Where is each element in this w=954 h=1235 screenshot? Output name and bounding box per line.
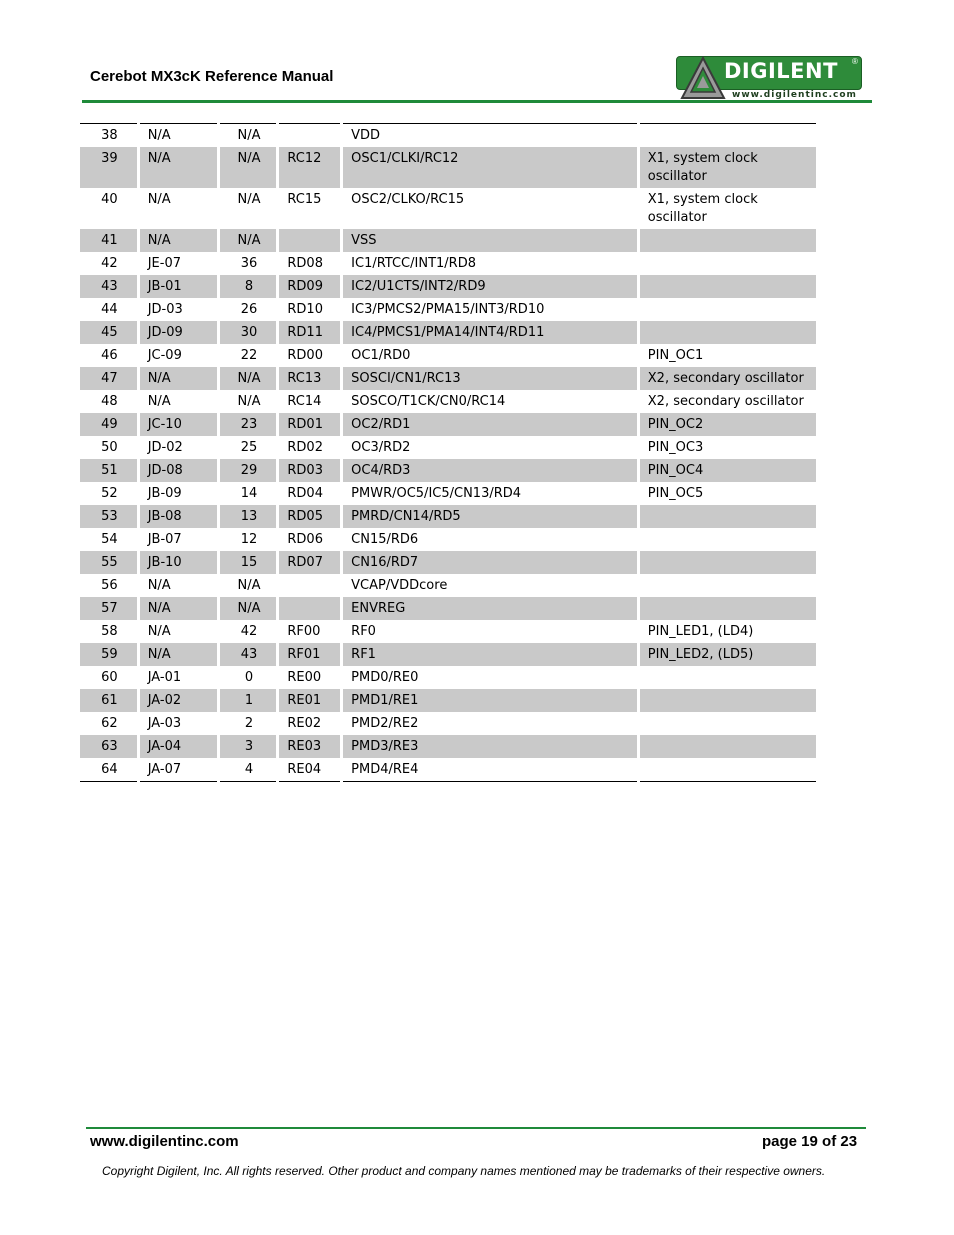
table-row bbox=[80, 229, 816, 252]
cell-chipkit-pin: 26 bbox=[218, 298, 278, 321]
table-row bbox=[80, 188, 816, 229]
table-row bbox=[80, 459, 816, 482]
cell-notes bbox=[638, 528, 816, 551]
cell-connector-pin: JA-04 bbox=[138, 735, 218, 758]
cell-notes: X2, secondary oscillator bbox=[638, 390, 816, 413]
cell-port-bit: RD04 bbox=[278, 482, 342, 505]
cell-port-bit: RD02 bbox=[278, 436, 342, 459]
table-row bbox=[80, 689, 816, 712]
cell-notes: PIN_OC4 bbox=[638, 459, 816, 482]
cell-port-bit: RF01 bbox=[278, 643, 342, 666]
cell-connector-pin: JB-10 bbox=[138, 551, 218, 574]
cell-chipkit-pin: 22 bbox=[218, 344, 278, 367]
cell-port-bit: RC13 bbox=[278, 367, 342, 390]
cell-connector-pin: N/A bbox=[138, 147, 218, 188]
cell-signal-name: PMWR/OC5/IC5/CN13/RD4 bbox=[342, 482, 639, 505]
cell-pin-number: 64 bbox=[101, 762, 118, 777]
cell-chipkit-pin: 0 bbox=[218, 666, 278, 689]
cell-connector-pin: JD-08 bbox=[138, 459, 218, 482]
cell-port-bit: RC14 bbox=[278, 390, 342, 413]
cell-pin-number: 57 bbox=[80, 597, 138, 620]
cell-chipkit-pin: 23 bbox=[218, 413, 278, 436]
cell-port-bit: RD00 bbox=[278, 344, 342, 367]
table-row bbox=[80, 666, 816, 689]
cell-signal-name: RF1 bbox=[342, 643, 639, 666]
cell-connector-pin: N/A bbox=[138, 574, 218, 597]
cell-port-bit bbox=[278, 574, 342, 597]
cell-chipkit-pin: 8 bbox=[218, 275, 278, 298]
cell-port-bit bbox=[278, 124, 342, 148]
table-row bbox=[80, 643, 816, 666]
cell-chipkit-pin: 25 bbox=[218, 436, 278, 459]
table-row bbox=[80, 275, 816, 298]
cell-port-bit: RD10 bbox=[278, 298, 342, 321]
table-row bbox=[80, 597, 816, 620]
cell-pin-number: 38 bbox=[101, 128, 118, 143]
cell-notes bbox=[638, 735, 816, 758]
cell-pin-number: 46 bbox=[101, 348, 118, 363]
cell-signal-name: IC1/RTCC/INT1/RD8 bbox=[342, 252, 639, 275]
cell-chipkit-pin: 42 bbox=[218, 620, 278, 643]
cell-signal-name: VCAP/VDDcore bbox=[342, 574, 639, 597]
cell-pin-number: 40 bbox=[101, 192, 118, 207]
table-row bbox=[80, 528, 816, 551]
cell-port-bit: RD01 bbox=[278, 413, 342, 436]
cell-chipkit-pin: 30 bbox=[218, 321, 278, 344]
cell-pin-number: 41 bbox=[80, 229, 138, 252]
cell-signal-name: CN16/RD7 bbox=[342, 551, 639, 574]
cell-signal-name: OSC1/CLKI/RC12 bbox=[342, 147, 639, 188]
cell-notes bbox=[638, 505, 816, 528]
table-row bbox=[80, 574, 816, 597]
cell-signal-name: PMD3/RE3 bbox=[342, 735, 639, 758]
cell-connector-pin: JC-10 bbox=[138, 413, 218, 436]
cell-pin-number: 53 bbox=[80, 505, 138, 528]
cell-port-bit: RE01 bbox=[278, 689, 342, 712]
cell-pin-number: 62 bbox=[101, 716, 118, 731]
pin-table-body bbox=[80, 124, 816, 782]
cell-connector-pin: N/A bbox=[138, 367, 218, 390]
cell-pin-number: 59 bbox=[80, 643, 138, 666]
cell-port-bit: RD05 bbox=[278, 505, 342, 528]
cell-chipkit-pin: 36 bbox=[218, 252, 278, 275]
cell-pin-number: 61 bbox=[80, 689, 138, 712]
cell-signal-name: SOSCO/T1CK/CN0/RC14 bbox=[342, 390, 639, 413]
cell-pin-number: 52 bbox=[101, 486, 118, 501]
cell-chipkit-pin: N/A bbox=[218, 124, 278, 148]
cell-connector-pin: JD-02 bbox=[138, 436, 218, 459]
cell-port-bit: RE02 bbox=[278, 712, 342, 735]
table-row bbox=[80, 344, 816, 367]
cell-connector-pin: JB-08 bbox=[138, 505, 218, 528]
cell-pin-number: 55 bbox=[80, 551, 138, 574]
cell-notes: PIN_OC3 bbox=[638, 436, 816, 459]
cell-port-bit: RD11 bbox=[278, 321, 342, 344]
cell-chipkit-pin: 1 bbox=[218, 689, 278, 712]
logo-text: DIGILENT bbox=[724, 59, 838, 83]
cell-connector-pin: JD-03 bbox=[138, 298, 218, 321]
cell-chipkit-pin: 3 bbox=[218, 735, 278, 758]
cell-chipkit-pin: N/A bbox=[218, 147, 278, 188]
table-row bbox=[80, 252, 816, 275]
cell-signal-name: PMD1/RE1 bbox=[342, 689, 639, 712]
cell-signal-name: IC3/PMCS2/PMA15/INT3/RD10 bbox=[342, 298, 639, 321]
cell-signal-name: VSS bbox=[342, 229, 639, 252]
table-row bbox=[80, 482, 816, 505]
cell-notes bbox=[638, 712, 816, 735]
logo-triangle-icon bbox=[680, 56, 726, 100]
cell-notes: PIN_LED1, (LD4) bbox=[638, 620, 816, 643]
table-row bbox=[80, 390, 816, 413]
cell-port-bit: RE04 bbox=[278, 758, 342, 782]
cell-chipkit-pin: 13 bbox=[218, 505, 278, 528]
cell-chipkit-pin: 14 bbox=[218, 482, 278, 505]
cell-signal-name: VDD bbox=[342, 124, 639, 148]
cell-notes: PIN_OC5 bbox=[638, 482, 816, 505]
table-row bbox=[80, 505, 816, 528]
cell-signal-name: IC4/PMCS1/PMA14/INT4/RD11 bbox=[342, 321, 639, 344]
cell-notes bbox=[638, 321, 816, 344]
cell-port-bit bbox=[278, 229, 342, 252]
cell-signal-name: RF0 bbox=[342, 620, 639, 643]
cell-notes bbox=[638, 689, 816, 712]
cell-signal-name: SOSCI/CN1/RC13 bbox=[342, 367, 639, 390]
cell-pin-number: 50 bbox=[101, 440, 118, 455]
cell-pin-number: 42 bbox=[101, 256, 118, 271]
cell-chipkit-pin: N/A bbox=[218, 188, 278, 229]
cell-notes: X1, system clock oscillator bbox=[638, 188, 816, 229]
cell-connector-pin: JC-09 bbox=[138, 344, 218, 367]
cell-notes bbox=[638, 666, 816, 689]
cell-signal-name: ENVREG bbox=[342, 597, 639, 620]
cell-pin-number: 54 bbox=[101, 532, 118, 547]
footer-url: www.digilentinc.com bbox=[90, 1133, 239, 1150]
table-row bbox=[80, 551, 816, 574]
cell-connector-pin: JA-01 bbox=[138, 666, 218, 689]
page-number: page 19 of 23 bbox=[762, 1133, 858, 1150]
cell-notes bbox=[638, 551, 816, 574]
cell-pin-number: 63 bbox=[80, 735, 138, 758]
cell-port-bit: RD08 bbox=[278, 252, 342, 275]
cell-pin-number: 43 bbox=[80, 275, 138, 298]
cell-chipkit-pin: 2 bbox=[218, 712, 278, 735]
cell-chipkit-pin: 4 bbox=[218, 758, 278, 782]
cell-connector-pin: N/A bbox=[138, 390, 218, 413]
table-row bbox=[80, 124, 816, 148]
cell-pin-number: 49 bbox=[80, 413, 138, 436]
cell-port-bit: RE03 bbox=[278, 735, 342, 758]
table-row bbox=[80, 735, 816, 758]
cell-signal-name: OC1/RD0 bbox=[342, 344, 639, 367]
cell-connector-pin: N/A bbox=[138, 620, 218, 643]
cell-connector-pin: N/A bbox=[138, 188, 218, 229]
cell-connector-pin: N/A bbox=[138, 597, 218, 620]
cell-port-bit: RC12 bbox=[278, 147, 342, 188]
copyright-notice: Copyright Digilent, Inc. All rights reserved. Other product and company names mentioned may be trademarks of their respective owners. bbox=[102, 1164, 826, 1178]
cell-pin-number: 51 bbox=[80, 459, 138, 482]
cell-notes: PIN_OC1 bbox=[638, 344, 816, 367]
digilent-logo bbox=[676, 56, 864, 102]
table-row bbox=[80, 620, 816, 643]
cell-signal-name: PMD4/RE4 bbox=[342, 758, 639, 782]
cell-pin-number: 58 bbox=[101, 624, 118, 639]
cell-notes: PIN_LED2, (LD5) bbox=[638, 643, 816, 666]
footer-divider bbox=[86, 1127, 866, 1129]
table-row bbox=[80, 147, 816, 188]
cell-port-bit bbox=[278, 597, 342, 620]
cell-chipkit-pin: N/A bbox=[218, 597, 278, 620]
cell-connector-pin: JB-01 bbox=[138, 275, 218, 298]
table-row bbox=[80, 413, 816, 436]
cell-port-bit: RD03 bbox=[278, 459, 342, 482]
table-row bbox=[80, 321, 816, 344]
cell-port-bit: RD06 bbox=[278, 528, 342, 551]
cell-connector-pin: JB-09 bbox=[138, 482, 218, 505]
cell-signal-name: PMD2/RE2 bbox=[342, 712, 639, 735]
cell-signal-name: OC4/RD3 bbox=[342, 459, 639, 482]
cell-notes bbox=[638, 758, 816, 782]
cell-signal-name: PMRD/CN14/RD5 bbox=[342, 505, 639, 528]
cell-chipkit-pin: 12 bbox=[218, 528, 278, 551]
cell-port-bit: RE00 bbox=[278, 666, 342, 689]
cell-signal-name: OSC2/CLKO/RC15 bbox=[342, 188, 639, 229]
cell-notes bbox=[638, 597, 816, 620]
cell-signal-name: CN15/RD6 bbox=[342, 528, 639, 551]
cell-notes: X2, secondary oscillator bbox=[638, 367, 816, 390]
cell-chipkit-pin: 15 bbox=[218, 551, 278, 574]
cell-connector-pin: JB-07 bbox=[138, 528, 218, 551]
cell-notes bbox=[638, 229, 816, 252]
cell-port-bit: RD09 bbox=[278, 275, 342, 298]
cell-chipkit-pin: N/A bbox=[218, 574, 278, 597]
cell-pin-number: 56 bbox=[101, 578, 118, 593]
cell-notes: PIN_OC2 bbox=[638, 413, 816, 436]
cell-signal-name: IC2/U1CTS/INT2/RD9 bbox=[342, 275, 639, 298]
cell-notes bbox=[638, 574, 816, 597]
cell-notes bbox=[638, 252, 816, 275]
cell-connector-pin: JD-09 bbox=[138, 321, 218, 344]
cell-port-bit: RD07 bbox=[278, 551, 342, 574]
cell-connector-pin: JE-07 bbox=[138, 252, 218, 275]
cell-port-bit: RF00 bbox=[278, 620, 342, 643]
header-divider bbox=[82, 100, 872, 103]
page-title: Cerebot MX3cK Reference Manual bbox=[90, 68, 334, 85]
cell-port-bit: RC15 bbox=[278, 188, 342, 229]
cell-connector-pin: JA-03 bbox=[138, 712, 218, 735]
cell-chipkit-pin: N/A bbox=[218, 367, 278, 390]
pin-table bbox=[80, 123, 816, 782]
cell-pin-number: 48 bbox=[101, 394, 118, 409]
cell-connector-pin: JA-02 bbox=[138, 689, 218, 712]
logo-url: www.digilentinc.com bbox=[732, 90, 857, 100]
cell-pin-number: 60 bbox=[101, 670, 118, 685]
cell-signal-name: OC2/RD1 bbox=[342, 413, 639, 436]
cell-signal-name: OC3/RD2 bbox=[342, 436, 639, 459]
cell-notes bbox=[638, 124, 816, 148]
cell-connector-pin: N/A bbox=[138, 643, 218, 666]
table-row bbox=[80, 436, 816, 459]
table-row bbox=[80, 758, 816, 782]
cell-notes: X1, system clock oscillator bbox=[638, 147, 816, 188]
cell-pin-number: 45 bbox=[80, 321, 138, 344]
cell-pin-number: 39 bbox=[80, 147, 138, 188]
cell-chipkit-pin: N/A bbox=[218, 229, 278, 252]
cell-chipkit-pin: 29 bbox=[218, 459, 278, 482]
cell-notes bbox=[638, 275, 816, 298]
cell-chipkit-pin: 43 bbox=[218, 643, 278, 666]
table-row bbox=[80, 298, 816, 321]
cell-connector-pin: N/A bbox=[138, 229, 218, 252]
cell-connector-pin: N/A bbox=[138, 124, 218, 148]
cell-notes bbox=[638, 298, 816, 321]
table-row bbox=[80, 712, 816, 735]
cell-signal-name: PMD0/RE0 bbox=[342, 666, 639, 689]
logo-registered-mark: ® bbox=[852, 57, 858, 66]
cell-pin-number: 44 bbox=[101, 302, 118, 317]
cell-connector-pin: JA-07 bbox=[138, 758, 218, 782]
cell-chipkit-pin: N/A bbox=[218, 390, 278, 413]
table-row bbox=[80, 367, 816, 390]
cell-pin-number: 47 bbox=[80, 367, 138, 390]
